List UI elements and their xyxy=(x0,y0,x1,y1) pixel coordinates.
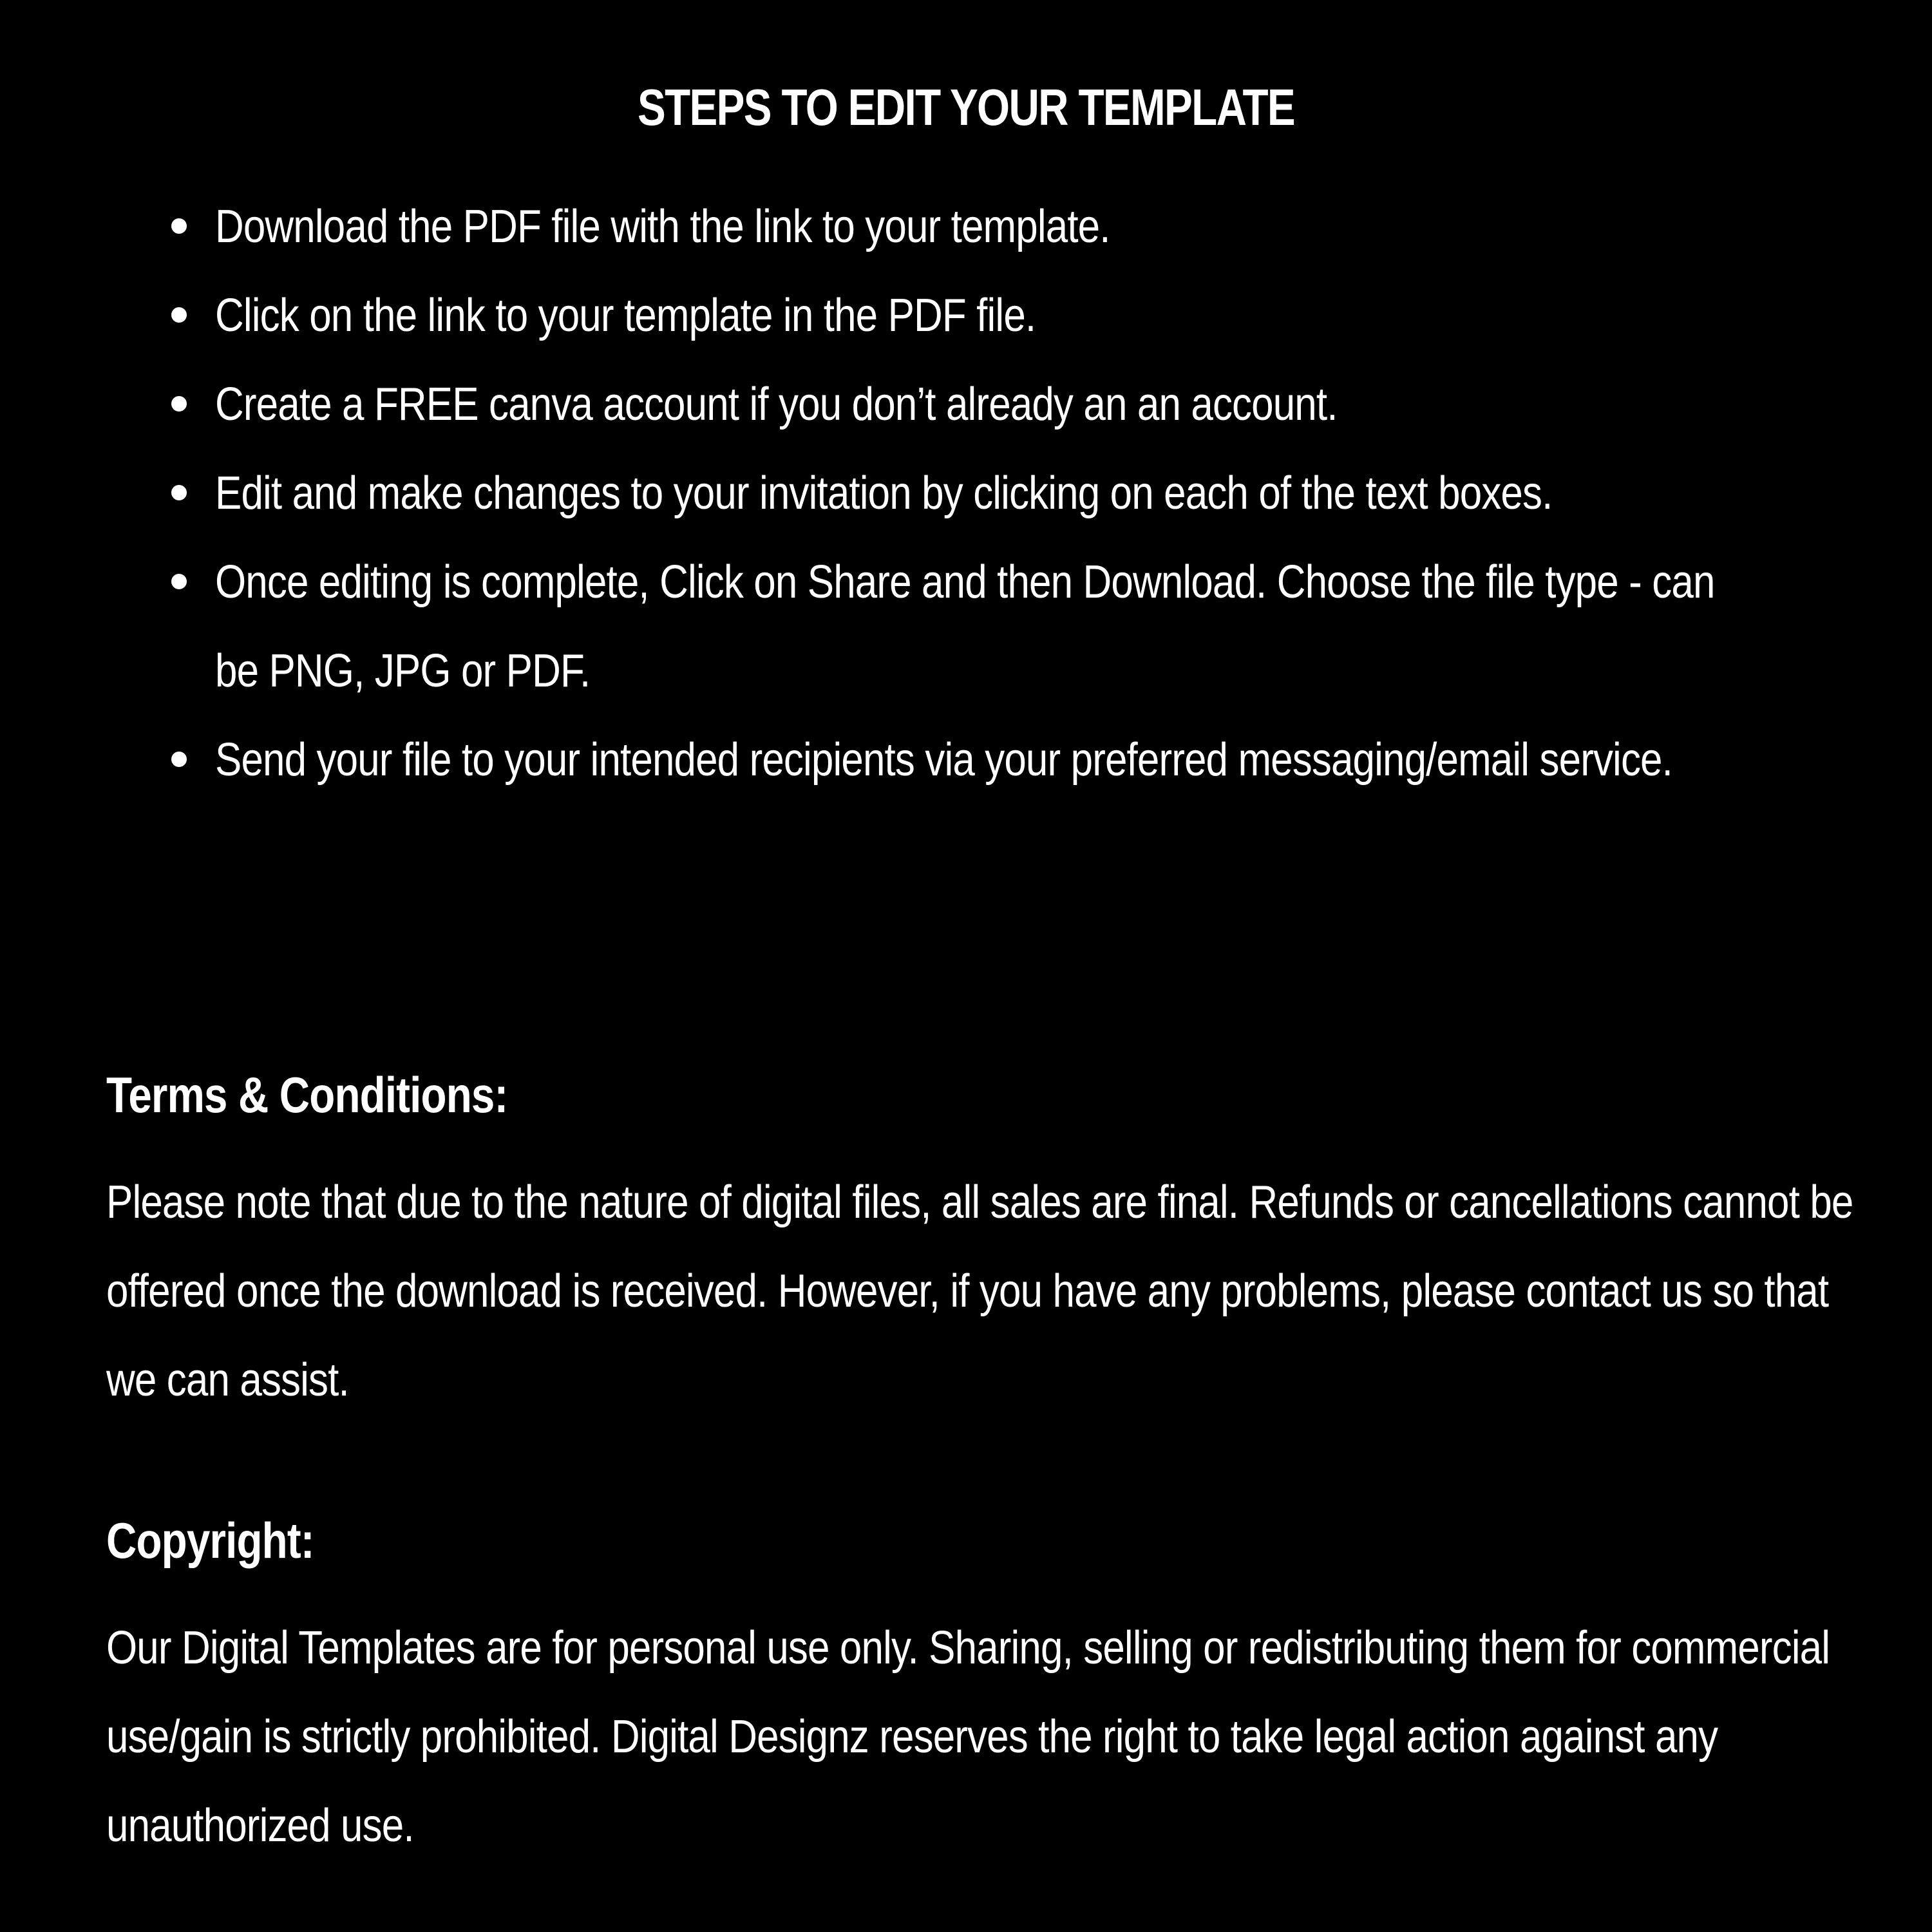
bullet-icon xyxy=(171,752,187,767)
bullet-icon xyxy=(171,396,187,412)
step-item xyxy=(155,182,1893,271)
step-item xyxy=(155,449,1893,538)
step-item xyxy=(155,538,1893,715)
step-item xyxy=(155,715,1893,804)
step-text: Download the PDF file with the link to your template. xyxy=(215,201,1110,252)
step-text: Edit and make changes to your invitation by clicking on each of the text boxes. xyxy=(215,468,1553,519)
step-text: Send your file to your intended recipients via your preferred messaging/email service. xyxy=(215,734,1672,786)
bullet-icon xyxy=(171,574,187,589)
copyright-heading: Copyright: xyxy=(106,1512,314,1569)
step-text: Create a FREE canva account if you don’t already an an account. xyxy=(215,379,1338,430)
bullet-icon xyxy=(171,485,187,500)
page-title: STEPS TO EDIT YOUR TEMPLATE xyxy=(637,79,1295,136)
copyright-body: Our Digital Templates are for personal use only. Sharing, selling or redistributing them for commercial use/gain is strictly prohibited. Digital Designz reserves the right to take legal action against any unauthorized use. xyxy=(106,1622,1830,1852)
terms-body: Please note that due to the nature of digital files, all sales are final. Refunds or cancellations cannot be offered once the download is received. However, if you have any problems, please contact us so that we can assist. xyxy=(106,1177,1853,1406)
bullet-icon xyxy=(171,218,187,234)
terms-heading: Terms & Conditions: xyxy=(106,1066,508,1123)
bullet-icon xyxy=(171,307,187,323)
step-text: Click on the link to your template in the PDF file. xyxy=(215,290,1036,341)
step-item xyxy=(155,271,1893,360)
step-text: Once editing is complete, Click on Share and then Download. Choose the file type - can be PNG, JPG or PDF. xyxy=(215,556,1715,697)
step-item xyxy=(155,360,1893,449)
steps-list xyxy=(155,182,1893,804)
